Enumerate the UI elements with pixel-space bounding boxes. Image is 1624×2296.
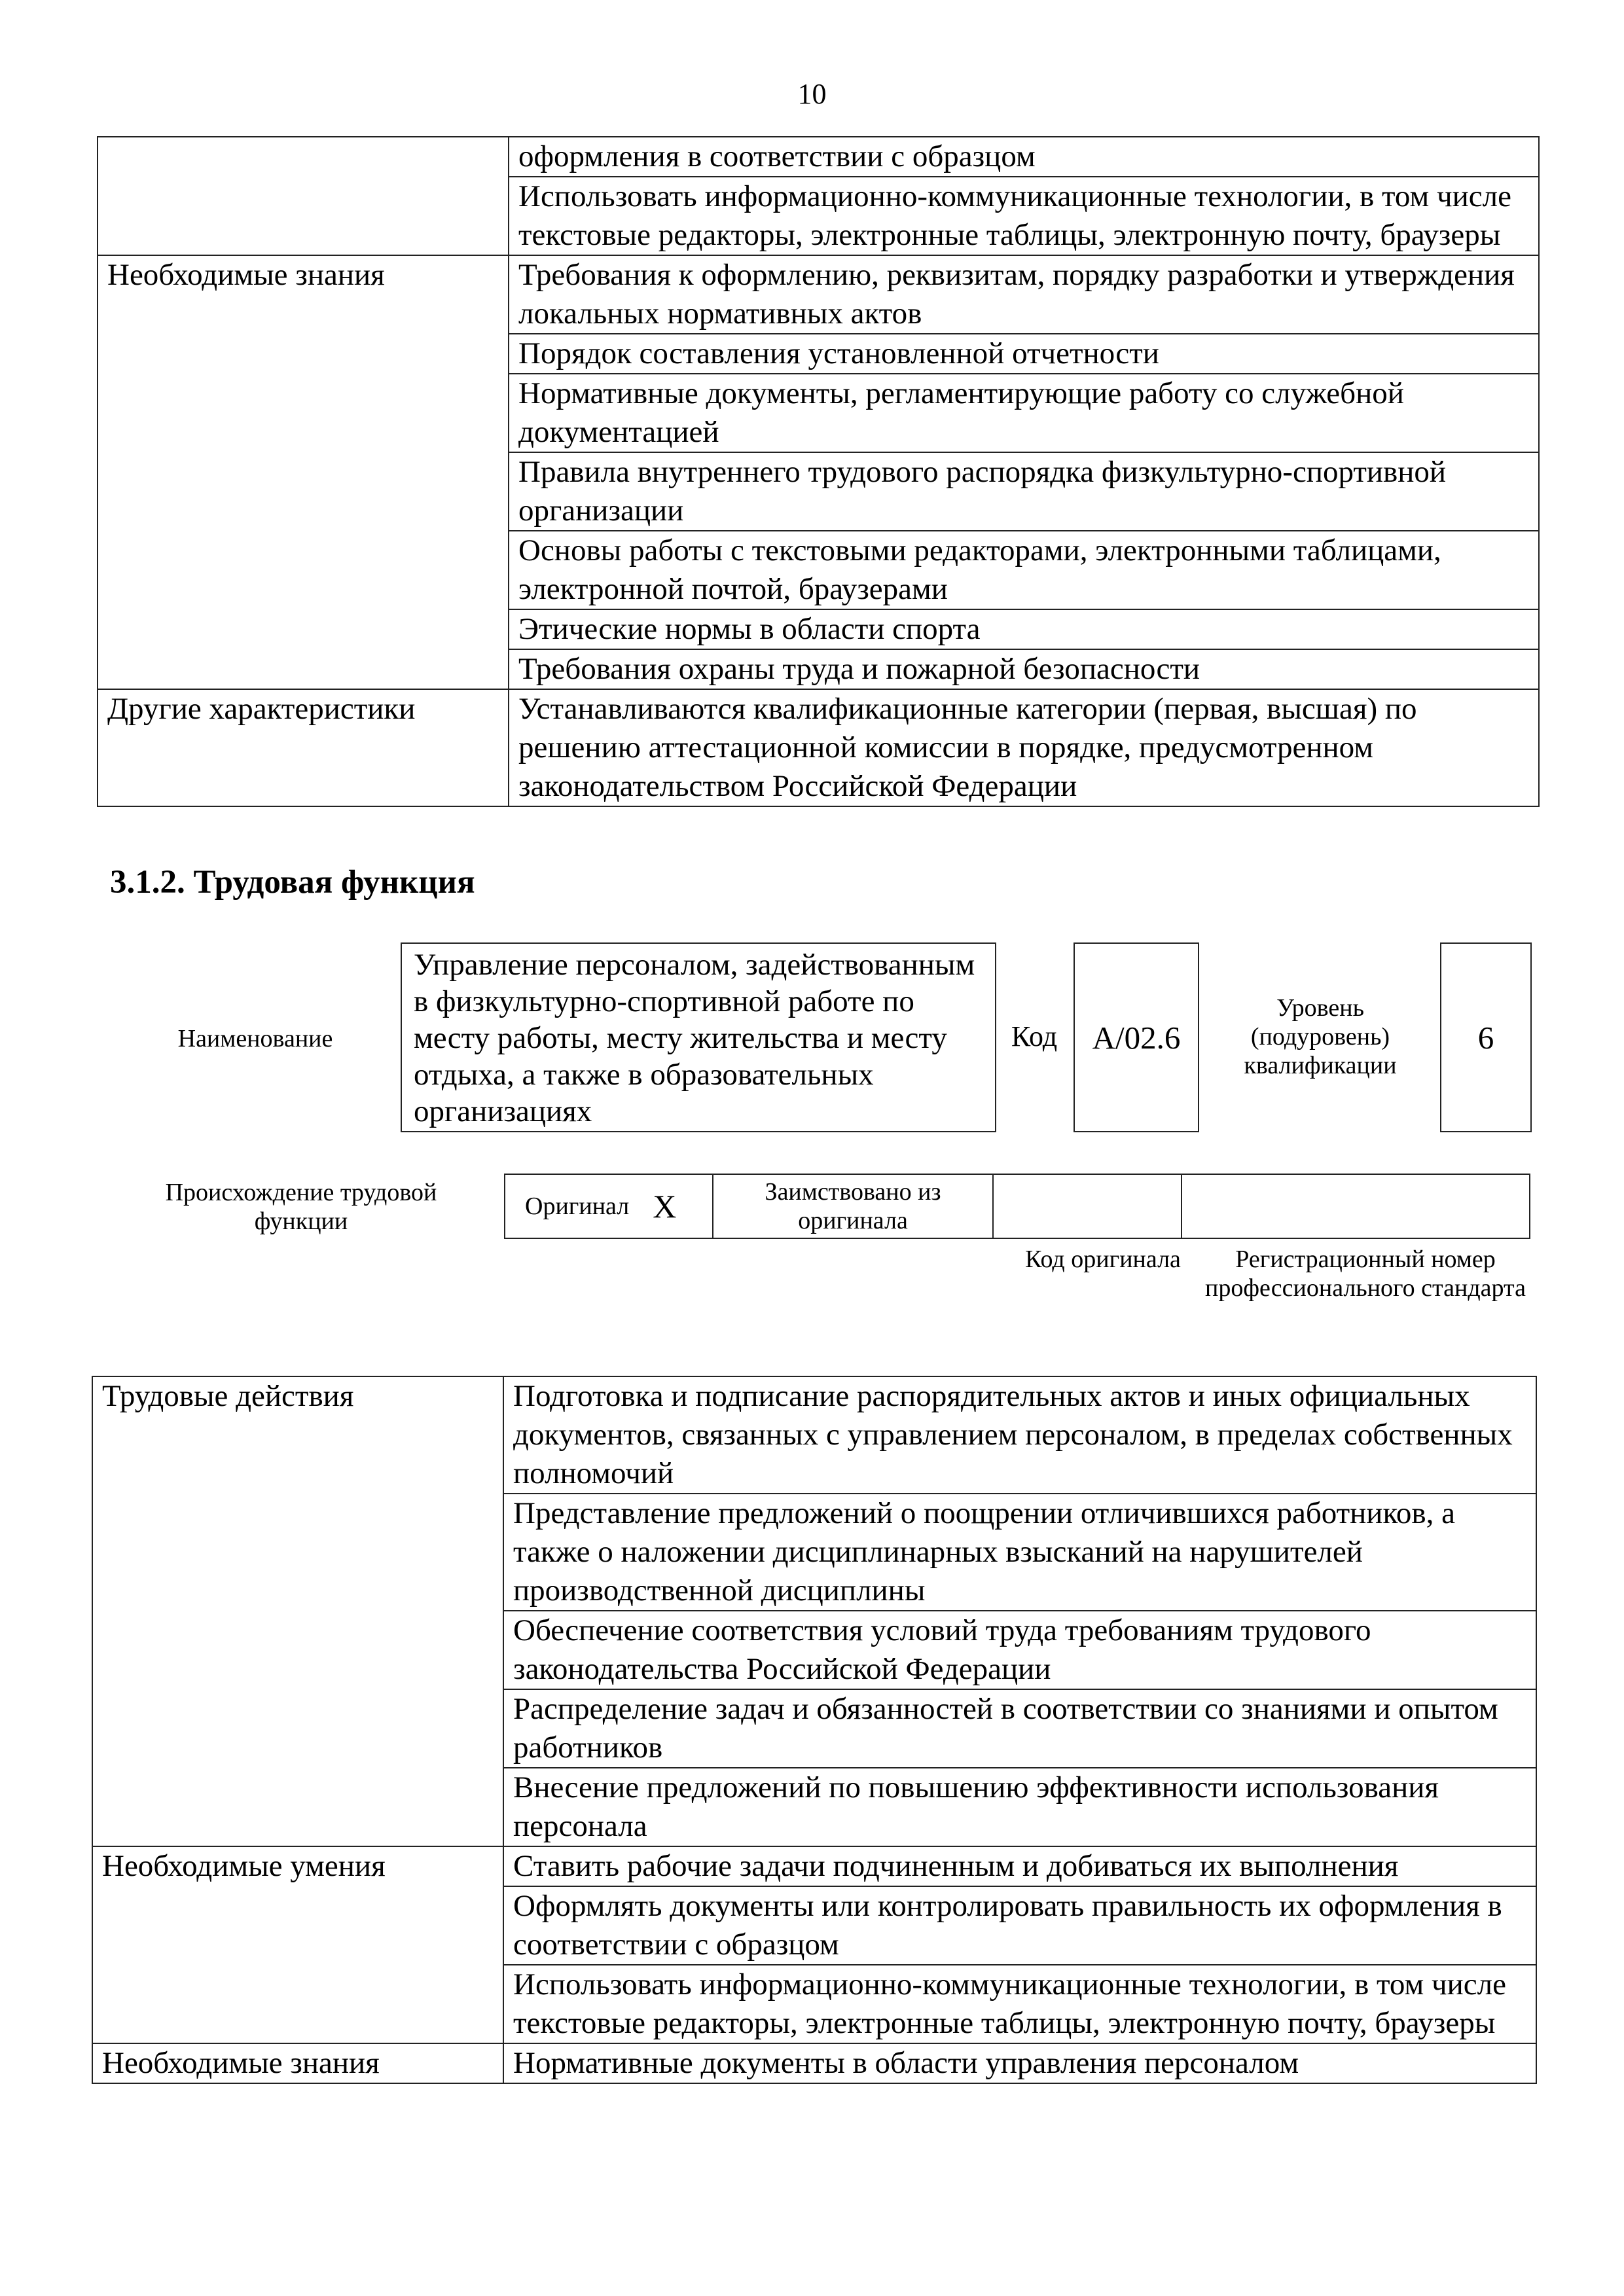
function-name-box: Управление персоналом, задействованным в физкультурно-спортивной работе по месту работы, месту жительства и месту отдыха, а также в образовательных организациях (401, 942, 996, 1132)
origin-reg-number-cell (1181, 1174, 1530, 1239)
section-heading: 3.1.2. Трудовая функция (110, 864, 475, 901)
code-label: Код (1011, 1020, 1058, 1052)
name-label: Наименование (177, 1025, 333, 1052)
row-value: Правила внутреннего трудового распорядка физкультурно-спортивной организации (509, 452, 1539, 531)
table-row (98, 255, 1539, 334)
qualification-table-continued (97, 136, 1540, 807)
origin-original-cell (504, 1174, 713, 1239)
code-value-box: А/02.6 (1074, 942, 1199, 1132)
table-row (92, 1376, 1536, 1494)
origin-label: Происхождение трудовой функции (165, 1179, 437, 1235)
row-value: Ставить рабочие задачи подчиненным и добиваться их выполнения (503, 1846, 1536, 1886)
row-label: Необходимые знания (92, 2043, 503, 2083)
origin-code-caption: Код оригинала (1025, 1246, 1181, 1273)
origin-mark: X (653, 1188, 677, 1225)
origin-code-cell (992, 1174, 1182, 1239)
table-row (92, 2043, 1536, 2083)
level-value-box: 6 (1440, 942, 1532, 1132)
row-value: Требования к оформлению, реквизитам, порядку разработки и утверждения локальных нормативных актов (509, 255, 1539, 334)
row-value: Распределение задач и обязанностей в соответствии со знаниями и опытом работников (503, 1689, 1536, 1768)
origin-original-label: Оригинал (525, 1193, 630, 1220)
row-value: Этические нормы в области спорта (509, 609, 1539, 649)
row-value: Требования охраны труда и пожарной безопасности (509, 649, 1539, 689)
page-number: 10 (797, 78, 827, 110)
row-value: Использовать информационно-коммуникационные технологии, в том числе текстовые редакторы, электронные таблицы, электронную почту, браузеры (509, 177, 1539, 255)
row-value: оформления в соответствии с образцом (509, 137, 1539, 177)
row-value: Представление предложений о поощрении отличившихся работников, а также о наложении дисциплинарных взысканий на нарушителей производственной дисциплины (503, 1494, 1536, 1611)
row-value: Устанавливаются квалификационные категории (первая, высшая) по решению аттестационной комиссии в порядке, предусмотренном законодательством Российской Федерации (509, 689, 1539, 806)
origin-borrowed-cell: Заимствовано из оригинала (712, 1174, 994, 1239)
origin-reg-caption: Регистрационный номер профессионального стандарта (1205, 1246, 1526, 1302)
labor-function-table (92, 1376, 1537, 2084)
origin-row (504, 1174, 1530, 1239)
row-label: Трудовые действия (92, 1376, 503, 1846)
table-row (98, 689, 1539, 806)
row-value: Использовать информационно-коммуникационные технологии, в том числе текстовые редакторы, электронные таблицы, электронную почту, браузеры (503, 1965, 1536, 2043)
row-label (98, 137, 509, 255)
level-label: Уровень (подуровень) квалификации (1244, 994, 1397, 1079)
row-label: Необходимые знания (98, 255, 509, 689)
row-value: Порядок составления установленной отчетности (509, 334, 1539, 374)
row-value: Подготовка и подписание распорядительных актов и иных официальных документов, связанных с управлением персоналом, в пределах собственных полномочий (503, 1376, 1536, 1494)
table-row (92, 1846, 1536, 1886)
row-label: Другие характеристики (98, 689, 509, 806)
row-value: Внесение предложений по повышению эффективности использования персонала (503, 1768, 1536, 1846)
row-value: Нормативные документы, регламентирующие работу со служебной документацией (509, 374, 1539, 452)
row-value: Оформлять документы или контролировать правильность их оформления в соответствии с образцом (503, 1886, 1536, 1965)
row-label: Необходимые умения (92, 1846, 503, 2043)
row-value: Основы работы с текстовыми редакторами, электронными таблицами, электронной почтой, браузерами (509, 531, 1539, 609)
row-value: Обеспечение соответствия условий труда требованиям трудового законодательства Российской Федерации (503, 1611, 1536, 1689)
table-row (98, 137, 1539, 177)
row-value: Нормативные документы в области управления персоналом (503, 2043, 1536, 2083)
